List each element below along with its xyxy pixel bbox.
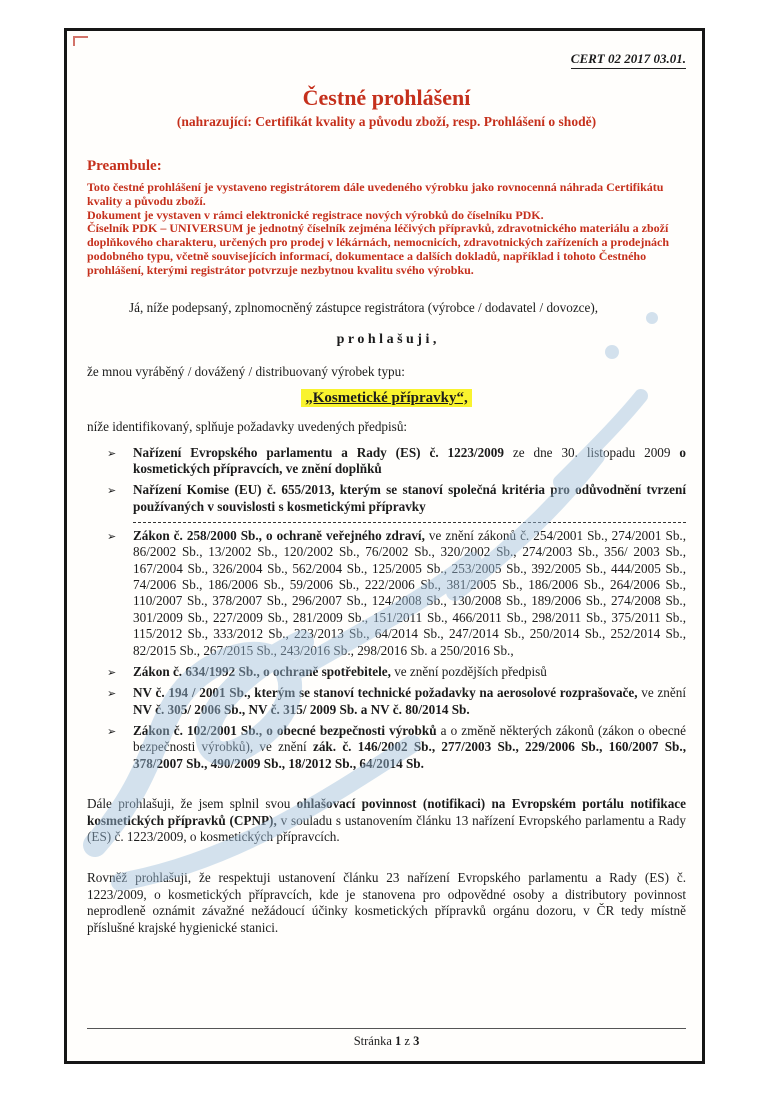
declaration-intro: Já, níže podepsaný, zplnomocněný zástupce registrátora (výrobce / dodavatel / dovozce), xyxy=(129,299,599,315)
preamble-paragraph: Dokument je vystaven v rámci elektronické registrace nových výrobků do číselníku PDK. xyxy=(87,207,544,222)
page-footer xyxy=(87,1028,686,1049)
arrow-bullet-icon: ➢ xyxy=(107,530,117,544)
regulation-text: Nařízení Komise (EU) č. 655/2013, kterým se stanoví společná kritéria pro odůvodnění tvrzení používaných v souvislosti s kosmetickými přípravky xyxy=(133,482,686,514)
regulation-item xyxy=(87,482,686,515)
declaration-verb: p r o h l a š u j i , xyxy=(336,331,437,347)
regulation-text: NV č. 194 / 2001 Sb., kterým se stanoví technické požadavky na aerosolové rozprašovače, ve znění NV č. 305/ 2006 Sb., NV č. 315/ 2009 Sb. a NV č. 80/2014 Sb. xyxy=(133,685,686,717)
preamble-paragraph: Toto čestné prohlášení je vystaveno registrátorem dále uvedeného výrobku jako rovnocenná náhrada Certifikátu kvality a původu zboží. xyxy=(87,180,664,208)
regulation-item xyxy=(87,685,686,718)
arrow-bullet-icon: ➢ xyxy=(107,484,117,498)
product-type-highlight: „Kosmetické přípravky“, xyxy=(301,389,472,407)
arrow-bullet-icon: ➢ xyxy=(107,446,117,460)
closing-paragraph-notification: Dále prohlašuji, že jsem splnil svou ohlašovací povinnost (notifikaci) na Evropském portálu notifikace kosmetických přípravků (CPNP), v souladu s ustanovením článku 13 nařízení Evropského parlamentu a Rady (ES) č. 1223/2009, o kosmetických přípravcích. xyxy=(87,796,686,845)
preamble-paragraph: Číselník PDK – UNIVERSUM je jednotný číselník zejména léčivých přípravků, zdravotnického materiálu a zboží doplňkového charakteru, určených pro prodej v lékárnách, nemocnicích, zdravotnických zařízeních a prodejnách podobného typu, včetně souvisejících informací, dokumentace a dalších dokladů, například i tohoto Čestného prohlášení, kterými registrátor potvrzuje nezbytnou kvalitu svého výrobku. xyxy=(87,221,669,277)
page-title: Čestné prohlášení xyxy=(302,85,471,110)
cert-code xyxy=(87,51,686,67)
compliance-lead: níže identifikovaný, splňuje požadavky uvedených předpisů: xyxy=(87,418,408,434)
preamble-heading: Preambule: xyxy=(87,158,162,174)
regulation-list xyxy=(87,445,686,772)
regulation-text: Zákon č. 102/2001 Sb., o obecné bezpečnosti výrobků a o změně některých zákonů (zákon o obecné bezpečnosti výrobků), ve znění zák. č. 146/2002 Sb., 277/2003 Sb., 229/2006 Sb., 160/2007 Sb., 378/2007 Sb., 490/2009 Sb., 18/2012 Sb., 64/2014 Sb. xyxy=(133,722,686,771)
dashed-separator xyxy=(133,522,686,523)
document-content xyxy=(67,31,702,1061)
closing-paragraph-article23: Rovněž prohlašuji, že respektuji ustanovení článku 23 nařízení Evropského parlamentu a Rady (ES) č. 1223/2009, o kosmetických přípravcích, kde je stanovena pro odpovědné osoby a distributory povinnost neprodleně oznámit závažné nežádoucí účinky kosmetických přípravků orgánu dozoru, v ČR tedy místně příslušné krajské hygienické stanici. xyxy=(87,869,686,935)
regulation-item xyxy=(87,445,686,478)
preamble-section xyxy=(87,158,686,278)
regulation-text: Zákon č. 634/1992 Sb., o ochraně spotřebitele, ve znění pozdějších předpisů xyxy=(133,663,547,679)
arrow-bullet-icon: ➢ xyxy=(107,724,117,738)
arrow-bullet-icon: ➢ xyxy=(107,687,117,701)
regulation-item xyxy=(87,723,686,772)
regulation-text: Nařízení Evropského parlamentu a Rady (ES) č. 1223/2009 ze dne 30. listopadu 2009 o kosmetických přípravcích, ve znění doplňků xyxy=(133,444,686,476)
cert-code-text: CERT 02 2017 03.01. xyxy=(571,51,686,69)
regulation-item xyxy=(87,528,686,659)
product-type-lead: že mnou vyráběný / dovážený / distribuovaný výrobek typu: xyxy=(87,363,405,379)
scanned-page xyxy=(64,28,705,1064)
page-subtitle: (nahrazující: Certifikát kvality a původu zboží, resp. Prohlášení o shodě) xyxy=(176,114,597,129)
page-number: Stránka 1 z 3 xyxy=(353,1034,420,1048)
product-type xyxy=(87,390,686,407)
regulation-text: Zákon č. 258/2000 Sb., o ochraně veřejného zdraví, ve znění zákonů č. 254/2001 Sb., 274/2001 Sb., 86/2002 Sb., 13/2002 Sb., 120/2002 Sb., 76/2002 Sb., 320/2002 Sb., 274/2003 Sb., 356/ 2003 Sb., 167/2004 Sb., 326/2004 Sb., 562/2004 Sb., 125/2005 Sb., 253/2005 Sb., 392/2005 Sb., 444/2005 Sb., 74/2006 Sb., 186/2006 Sb., 59/2006 Sb., 222/2006 Sb., 381/2005 Sb., 186/2006 Sb., 264/2006 Sb., 110/2007 Sb., 378/2007 Sb., 296/2007 Sb., 124/2008 Sb., 130/2008 Sb., 189/2006 Sb., 274/2008 Sb., 301/2009 Sb., 227/2009 Sb., 281/2009 Sb., 151/2011 Sb., 466/2011 Sb., 298/2011 Sb., 375/2011 Sb., 115/2012 Sb., 333/2012 Sb., 223/2013 Sb., 64/2014 Sb., 247/2014 Sb., 250/2014 Sb., 252/2014 Sb., 82/2015 Sb., 267/2015 Sb., 243/2016 Sb., 298/2016 Sb. a 250/2016 Sb., xyxy=(133,528,687,658)
arrow-bullet-icon: ➢ xyxy=(107,665,117,679)
regulation-item xyxy=(87,664,686,680)
